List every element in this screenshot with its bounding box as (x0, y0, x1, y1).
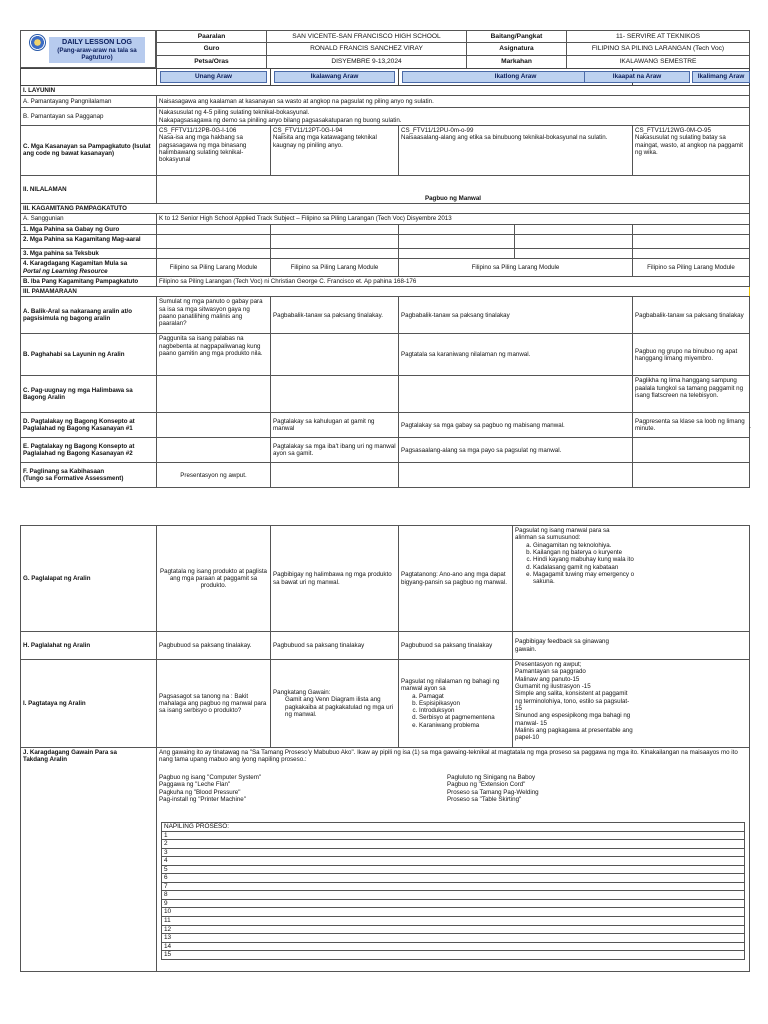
proseso-line[interactable]: 3 (162, 848, 745, 857)
proseso-line[interactable]: 8 (162, 891, 745, 900)
pagtataya-day4-line: Sinunod ang espesipikong mga bahagi ng manwal- 15 (515, 712, 631, 727)
paglalahat-day4: Pagbibigay feedback sa ginawang gawain. (515, 638, 609, 653)
row-label-paglinang-a: F. Paglinang sa Kabihasaan (23, 468, 105, 476)
row-label-konsepto-2: E. Pagtalakay ng Bagong Konsepto at Paglalahad ng Bagong Kasanayan #2 (21, 438, 157, 463)
proseso-line[interactable]: 12 (162, 925, 745, 934)
konsepto2-day3: Pagsasaalang-alang sa mga payo sa pagsulat ng manwal. (399, 438, 633, 463)
header-block (20, 30, 749, 68)
pag-uugnay-day3 (399, 376, 633, 413)
napiling-proseso-table (161, 822, 745, 960)
takdang-option: Paggawa ng "Leche Flan" (159, 781, 231, 789)
row-label-sanggunian: A. Sanggunian (21, 214, 157, 224)
balik-aral-day2: Pagbabalik-tanaw sa paksang tinalakay. (271, 297, 399, 334)
value-guro: RONALD FRANCIS SANCHEZ VIRAY (267, 43, 467, 56)
kasanayan-text-3: Naisaasalang-alang ang etika sa binubuong teknikal-bokasyunal na sulatin. (401, 134, 608, 142)
paglalapat-day1: Pagtatala ng isang produkto at paglista ang mga paraan at paggamit sa produkto. (157, 526, 271, 632)
iba-text: Filipino sa Piling Larangan (Tech Voc) ni Christian George C. Francisco et. Ap pahina 168-176 (157, 276, 750, 286)
pagganap-line-1: Nakasusulat ng 4-5 piling sulating teknikal-bokasyunal. (159, 109, 310, 117)
row-label-paglalahat: H. Paglalahat ng Aralin (21, 632, 157, 660)
day-header-2: Ikalawang Araw (274, 71, 395, 83)
logo-area (20, 30, 156, 68)
pag-uugnay-day4: Paglikha ng lima hanggang sampung paalala tungkol sa tamang paggamit ng isang flatscreen na telebisyon. (633, 376, 750, 413)
pagtataya-day3-intro: Pagsulat ng nilalaman ng bahagi ng manwal ayon sa (401, 677, 500, 693)
row-label-takdang-a: J. Karagdagang Gawain Para sa (23, 749, 117, 756)
row-label-pagtataya: I. Pagtataya ng Aralin (21, 660, 157, 748)
row-label-paglalapat: G. Paglalapat ng Aralin (21, 526, 157, 632)
konsepto1-day5: . (749, 423, 752, 431)
proseso-line[interactable]: 9 (162, 899, 745, 908)
kasanayan-code-2: CS_FTV11/12PT-0G-I-94 (273, 126, 343, 134)
pagtataya-day4-line: Simple ang salita, konsistent at paggamit ng terminolohiya, tono, estilo sa pagsulat-15 (515, 690, 630, 712)
konsepto1-day1 (157, 413, 271, 438)
label-petsa: Petsa/Oras (157, 56, 267, 69)
proseso-line[interactable]: 15 (162, 951, 745, 960)
value-markahan: IKALAWANG SEMESTRE (567, 56, 750, 69)
proseso-line[interactable]: 11 (162, 917, 745, 926)
pagtataya-day3-item: d. Serbisyo at pagmementena (419, 714, 510, 721)
pamantayang-text: Naisasagawa ang kaalaman at kasanayan sa wasto at angkop na pagsulat ng piling anyo ng sulatin. (157, 96, 750, 108)
pagtataya-day4-line: Pamantayan sa paggrado (515, 668, 586, 676)
value-asignatura: FILIPINO SA PILING LARANGAN (Tech Voc) (567, 43, 750, 56)
lesson-table-page1 (20, 68, 750, 488)
pagtataya-day4 (515, 661, 633, 741)
pagtataya-day3-item: b. Espisipikasyon (419, 700, 510, 707)
pagtataya-day2-title: Pangkatang Gawain: (273, 688, 331, 696)
pagtataya-day3-item: c. Introduksyon (419, 707, 510, 714)
paglalapat-day4-item: e. Magagamit tuwing may emergency o sakuna. (533, 571, 638, 586)
pag-uugnay-day1 (157, 376, 271, 413)
row-label-gabay: 1. Mga Pahina sa Gabay ng Guro (21, 224, 157, 234)
proseso-line[interactable]: 1 (162, 831, 745, 840)
paghahabi-day4: Pagbuo ng grupo na binubuo ng apat hanggang limang miyembro. (633, 334, 750, 376)
pagtataya-day1: Pagsasagot sa tanong na : Bakit mahalaga ang pagbuo ng manwal para sa isang serbisyo o produkto? (157, 660, 271, 748)
pagtataya-day3-list (401, 693, 510, 730)
paglalahat-day2: Pagbubuod sa paksang tinalakay (271, 632, 399, 660)
napiling-proseso-title: NAPILING PROSESO: (162, 823, 745, 832)
row-label-kagamitang-mag-aaral: 2. Mga Pahina sa Kagamitang Mag-aaral (21, 234, 157, 248)
lesson-table-page2 (20, 525, 750, 972)
row-label-lr-a: 4. Karagdagang Kagamitan Mula sa (23, 260, 128, 268)
row-label-paghahabi: B. Paghahabi sa Layunin ng Aralin (21, 334, 157, 376)
takdang-option: Pagluluto ng Sinigang na Baboy (447, 774, 536, 781)
row-label-pamantayang: A. Pamantayang Pangnilalaman (21, 96, 157, 108)
label-paaralan: Paaralan (157, 31, 267, 43)
takdang-right-list (447, 774, 727, 803)
paghahabi-day2 (271, 334, 399, 376)
value-paaralan: SAN VICENTE-SAN FRANCISCO HIGH SCHOOL (267, 31, 467, 43)
row-label-iba: B. Iba Pang Kagamitang Pampagkatuto (21, 276, 157, 286)
header-table (156, 30, 750, 69)
proseso-line[interactable]: 2 (162, 840, 745, 849)
balik-aral-day1: Sumulat ng mga panuto o gabay para sa isa sa mga sitwasyon gaya ng paano panatilihing malinis ang paaralan? (157, 297, 271, 334)
section-nilalaman: II. NILALAMAN (21, 175, 157, 203)
konsepto2-day1 (157, 438, 271, 463)
sanggunian-text: K to 12 Senior High School Applied Track Subject – Filipino sa Piling Larangan (Tech Voc) Disyembre 2013 (157, 214, 750, 224)
takdang-option: Pagkuha ng "Blood Pressure" (159, 788, 241, 796)
lr-value-4: Filipino sa Piling Larang Module (633, 259, 750, 277)
pagtataya-day4-line: Malinis ang pagkagawa at presentable ang papel-10 (515, 726, 633, 742)
proseso-line[interactable]: 14 (162, 942, 745, 951)
pag-uugnay-day2 (271, 376, 399, 413)
pagtataya-day3-item: e. Karaniwang problema (419, 722, 510, 729)
section-pamamaraan: III. PAMAMARAAN (21, 287, 750, 297)
konsepto1-day3: Pagtalakay sa mga gabay sa pagbuo ng mabisang manwal. (399, 413, 633, 438)
pagtataya-day2-text: Gamit ang Venn Diagram ilista ang pagkakaiba at pagkakatulad ng mga uri ng manwal. (285, 696, 394, 718)
row-label-balik-aral: A. Balik-Aral sa nakaraang aralin at/o pagsisimula ng bagong aralin (21, 297, 157, 334)
paglalapat-day4-item: c. Hindi kayang mabuhay kung wala ito (533, 556, 638, 563)
takdang-instruction: Ang gawaing ito ay tinatawag na "Sa Tamang Proseso'y Mabubuo Ako". Ikaw ay pipili ng isa (1) sa mga gawaing-teknikal at magtatala ng mga proseso sa paggawa ng mga ito. Kinakailangan na maisaayos mo ito nang tama upang mabuo ang iyong napiling proseso.: (159, 749, 738, 764)
takdang-option: Proseso sa "Table Skirting" (447, 795, 522, 803)
value-baitang: 11- SERVIRE AT TEKNIKOS (567, 31, 750, 43)
proseso-line[interactable]: 6 (162, 874, 745, 883)
balik-aral-day3: Pagbabalik-tanaw sa paksang tinalakay (399, 297, 633, 334)
paglalapat-day4-item: b. Kailangan ng baterya o kuryente (533, 549, 638, 556)
takdang-option: Pag-install ng "Printer Machine" (159, 795, 246, 803)
lr-value-2: Filipino sa Piling Larang Module (271, 259, 399, 277)
paghahabi-day1: Paggunita sa isang palabas na nagbebenta at nagpapaliwanag kung paano gamitin ang mga produkto nila. (157, 334, 271, 376)
label-markahan: Markahan (467, 56, 567, 69)
days-corner (21, 69, 157, 86)
proseso-line[interactable]: 13 (162, 934, 745, 943)
value-petsa: DISYEMBRE 9-13,2024 (267, 56, 467, 69)
row-label-konsepto-1: D. Pagtalakay ng Bagong Konsepto at Paglalahad ng Bagong Kasanayan #1 (21, 413, 157, 438)
proseso-line[interactable]: 4 (162, 857, 745, 866)
pagtataya-day4-line: Malinaw ang panuto-15 (515, 675, 580, 683)
proseso-line[interactable]: 5 (162, 865, 745, 874)
paglalapat-day2: Pagbibigay ng halimbawa ng mga produkto sa bawat uri ng manwal. (271, 526, 399, 632)
label-asignatura: Asignatura (467, 43, 567, 56)
row-label-kasanayan: C. Mga Kasanayan sa Pampagkatuto (Isulat ang code ng bawat kasanayan) (21, 125, 157, 175)
row-label-pag-uugnay: C. Pag-uugnay ng mga Halimbawa sa Bagong Aralin (21, 376, 157, 413)
paglalapat-day4-list (515, 542, 638, 586)
kasanayan-code-3: CS_FTV11/12PU-0m-o-99 (401, 126, 474, 134)
konsepto1-day2: Pagtalakay sa kahulugan at gamit ng manwal (271, 413, 399, 438)
paglalapat-day4-item: d. Kadalasang gamit ng kabataan (533, 564, 638, 571)
row-label-teksbuk: 3. Mga pahina sa Teksbuk (21, 248, 157, 258)
pagtataya-day4-line: Gumamit ng ilustrasyon -15 (515, 682, 591, 690)
pagganap-line-2: Nakapagsasagawa ng demo sa piniling anyo bilang pagsasakatuparan ng buong sulatin. (159, 116, 402, 124)
label-guro: Guro (157, 43, 267, 56)
row-label-paglinang-b: (Tungo sa Formative Assessment) (23, 475, 124, 483)
proseso-line[interactable]: 10 (162, 908, 745, 917)
day-header-1: Unang Araw (160, 71, 267, 83)
kasanayan-text-1: Nasa-isa ang mga hakbang sa pagsasagawa ng mga binasang halimbawang sulating teknikal-bokasyunal (159, 134, 247, 164)
balik-aral-day4: Pagbabalik-tanaw sa paksang tinalakay (633, 297, 750, 334)
paglalapat-day3: Pagtatanong: Ano-ano ang mga dapat bigyang-pansin sa pagbuo ng manwal. (399, 526, 513, 632)
konsepto2-day2: Pagtalakay sa mga iba't ibang uri ng manwal ayon sa gamit. (271, 438, 399, 463)
takdang-option: Proseso sa Tamang Pag-Welding (447, 788, 539, 796)
section-layunin: I. LAYUNIN (21, 86, 750, 96)
takdang-option: Pagbuo ng isang "Computer System" (159, 774, 262, 781)
deped-seal-icon (29, 34, 46, 51)
lr-value-3: Filipino sa Piling Larang Module (399, 259, 633, 277)
takdang-left-list (159, 774, 439, 803)
takdang-option: Pagbuo ng "Extension Cord" (447, 781, 526, 789)
dll-title: DAILY LESSON LOG (49, 37, 145, 47)
row-label-takdang-b: Takdang Aralin (23, 756, 68, 764)
proseso-line[interactable]: 7 (162, 882, 745, 891)
paglinang-day1: Presentasyon ng awput. (157, 463, 271, 488)
paglalapat-day4-intro: Pagsulat ng isang manwal para sa alinman sa sumusunod: (515, 527, 610, 542)
kasanayan-text-4: Nakasusulat ng sulating batay sa maingat, wasto, at angkop na paggamit ng wika. (635, 134, 744, 156)
kasanayan-text-2: Naiisita ang mga katawagang teknikal kaugnay ng piniling anyo. (273, 134, 377, 149)
paghahabi-day3: Pagtatala sa karaniwang nilalaman ng manwal. (399, 334, 633, 376)
konsepto1-day4: Pagpresenta sa klase sa loob ng limang minute. (635, 418, 745, 433)
konsepto2-day4 (633, 438, 750, 463)
paglalapat-day4-item: a. Ginagamitan ng teknolohiya. (533, 542, 638, 549)
label-baitang: Baitang/Pangkat (467, 31, 567, 43)
row-label-pagganap: B. Pamantayan sa Pagganap (21, 108, 157, 126)
day-header-3: Ikatlong Araw (402, 71, 629, 83)
dll-subtitle: (Pang-araw-araw na tala sa Pagtuturo) (49, 47, 145, 63)
kasanayan-code-4: CS_FTV11/12WG-0M-O-95 (635, 126, 711, 134)
day-header-4: Ikaapat na Araw (584, 71, 690, 83)
pagtataya-day4-line: Presentasyon ng awput; (515, 661, 582, 668)
paglalahat-day1: Pagbubuod sa paksang tinalakay. (157, 632, 271, 660)
nilalaman-value: Pagbuo ng Manwal (157, 175, 750, 203)
lr-value-1: Filipino sa Piling Larang Module (157, 259, 271, 277)
pagtataya-day3-item: a. Pamagat (419, 693, 510, 700)
row-label-lr-b: Portal ng Learning Resource (23, 267, 108, 275)
section-kagamitan: III. KAGAMITANG PAMPAGKATUTO (21, 203, 750, 213)
day-header-5: Ikalimang Araw (692, 71, 750, 83)
paglalahat-day3: Pagbubuod sa paksang tinalakay (399, 632, 513, 660)
kasanayan-code-1: CS_FFTV11/12PB-0G-I-106 (159, 126, 237, 134)
